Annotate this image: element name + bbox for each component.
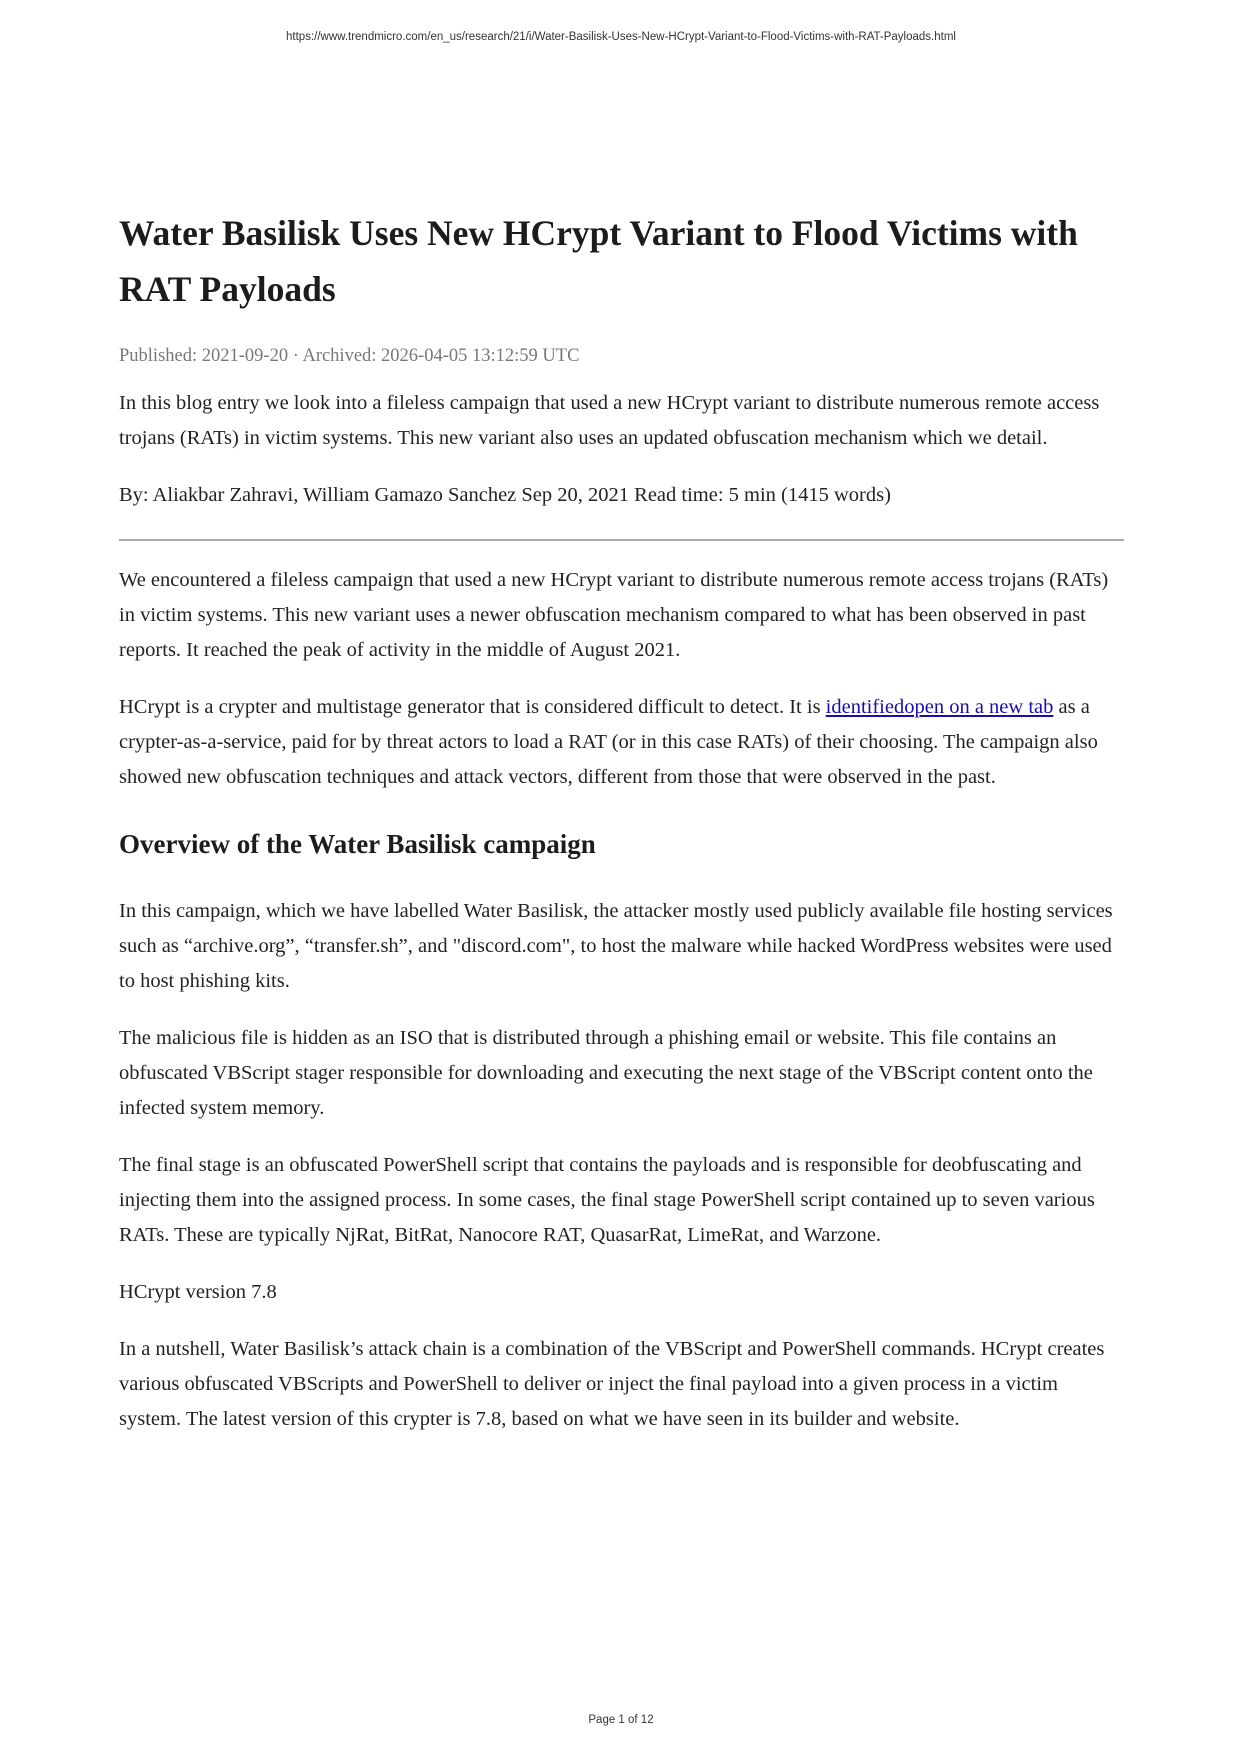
paragraph-final-stage: The final stage is an obfuscated PowerShell script that contains the payloads and is responsible for deobfuscating and injecting them into the assigned process. In some cases, the final stage PowerShell script contained up to seven various RATs. These are typically NjRat, BitRat, Nanocore RAT, QuasarRat, LimeRat, and Warzone.	[119, 1154, 1095, 1246]
article-body	[119, 205, 1124, 1437]
paragraph-iso: The malicious file is hidden as an ISO that is distributed through a phishing email or website. This file contains an obfuscated VBScript stager responsible for downloading and executing the next stage of the VBScript content onto the infected system memory.	[119, 1027, 1093, 1119]
article-summary: In this blog entry we look into a fileless campaign that used a new HCrypt variant to distribute numerous remote access trojans (RATs) in victim systems. This new variant also uses an updated obfuscation mechanism which we detail.	[119, 392, 1100, 449]
paragraph-attack-chain: In a nutshell, Water Basilisk’s attack chain is a combination of the VBScript and PowerShell commands. HCrypt creates various obfuscated VBScripts and PowerShell to deliver or inject the final payload into a given process in a victim system. The latest version of this crypter is 7.8, based on what we have seen in its builder and website.	[119, 1338, 1105, 1430]
page-number: Page 1 of 12	[588, 1714, 654, 1726]
paragraph-text-before-link: HCrypt is a crypter and multistage generator that is considered difficult to detect. It is	[119, 696, 826, 718]
article-byline: By: Aliakbar Zahravi, William Gamazo Sanchez Sep 20, 2021 Read time: 5 min (1415 words)	[119, 484, 891, 506]
paragraph-hcrypt-description	[119, 690, 1124, 795]
article-title: Water Basilisk Uses New HCrypt Variant to Flood Victims with RAT Payloads	[119, 213, 1078, 309]
identified-link[interactable]: identifiedopen on a new tab	[825, 696, 1054, 718]
paragraph-intro: We encountered a fileless campaign that used a new HCrypt variant to distribute numerous remote access trojans (RATs) in victim systems. This new variant uses a newer obfuscation mechanism compared to what has been observed in past reports. It reached the peak of activity in the middle of August 2021.	[119, 569, 1109, 661]
page-url-header: https://www.trendmicro.com/en_us/research/21/i/Water-Basilisk-Uses-New-HCrypt-Variant-to-Flood-Victims-with-RAT-Payloads.html	[286, 31, 956, 43]
section-heading: Overview of the Water Basilisk campaign	[119, 829, 596, 859]
paragraph-text-after-link: as a crypter-as-a-service, paid for by threat actors to load a RAT (or in this case RATs) of their choosing. The campaign also showed new obfuscation techniques and attack vectors, different from those that were observed in the past.	[119, 696, 1098, 788]
byline-divider	[119, 539, 1124, 541]
paragraph-hcrypt-version: HCrypt version 7.8	[119, 1281, 277, 1303]
paragraph-hosting: In this campaign, which we have labelled Water Basilisk, the attacker mostly used publicly available file hosting services such as “archive.org”, “transfer.sh”, and "discord.com", to host the malware while hacked WordPress websites were used to host phishing kits.	[119, 900, 1113, 992]
publish-meta: Published: 2021-09-20 · Archived: 2026-04-05 13:12:59 UTC	[119, 346, 580, 366]
